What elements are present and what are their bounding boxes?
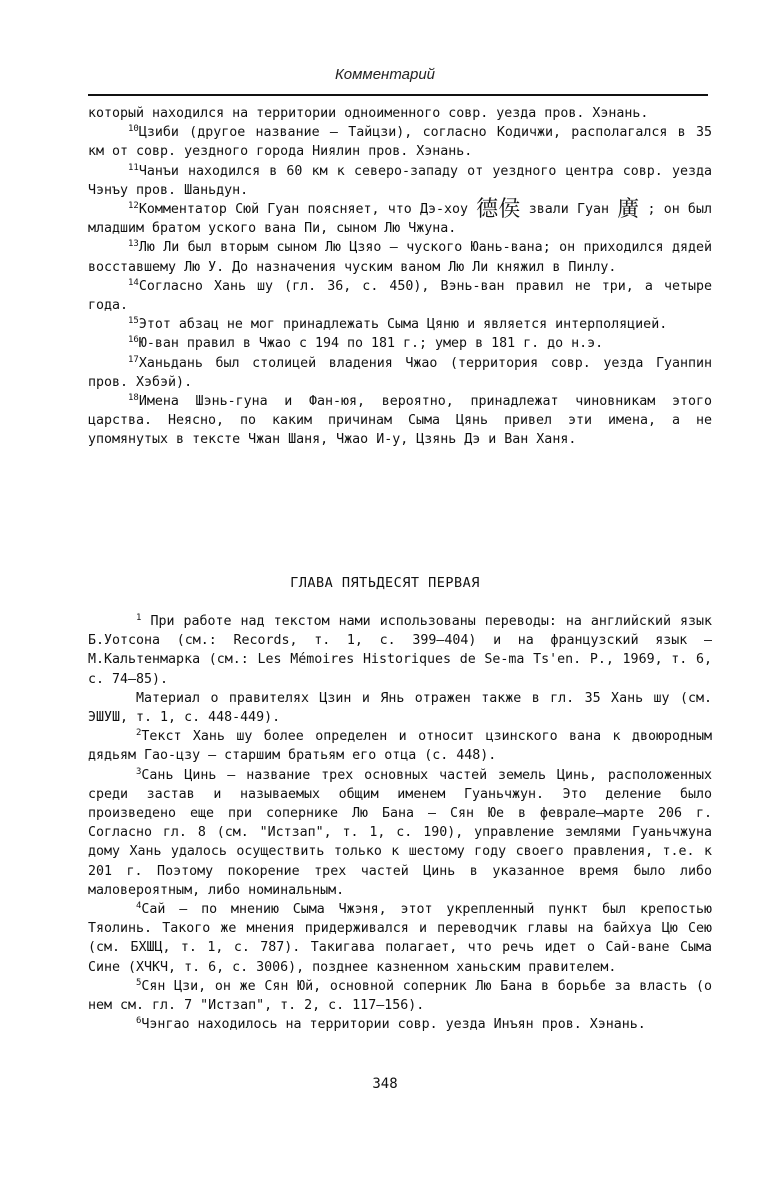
footnote-1 bbox=[88, 612, 712, 689]
footnote-18 bbox=[88, 392, 712, 450]
footnote-6 bbox=[88, 1015, 712, 1034]
footnote-text: Комментатор Сюй Гуан поясняет, что Дэ-хоу bbox=[138, 202, 468, 218]
footnote-number: 3 bbox=[136, 766, 142, 777]
footnote-text: Цзиби (другое название — Тайцзи), согласно Кодичжи, располагался в 35 км от совр. уездного города Ниялин пров. Хэнань. bbox=[88, 125, 712, 160]
footnote-text: звали Гуан bbox=[528, 202, 609, 218]
footnote-text: Лю Ли был вторым сыном Лю Цзяо — чуского Юань-вана; он приходился дядей восставшему Лю У. До назначения чуским ваном Лю Ли княжил в Пинлу. bbox=[88, 240, 712, 275]
running-head: Комментарий bbox=[334, 66, 436, 83]
header-rule bbox=[88, 94, 708, 96]
footnote-text: Сань Цинь — название трех основных частей земель Цинь, расположенных среди застав и называемых общим именем Гуаньчжун. Это деление было произведено еще при сопернике Лю Бана — Сян Юе в феврале—марте 206 г. Согласно гл. 8 (см. "Истзап", т. 1, с. 190), управление землями Гуаньчжуна дому Хань удалось осуществить только к шестому году своего правления, т.е. к 201 г. Поэтому покорение трех частей Цинь в указанное время было либо маловероятным, либо номинальным. bbox=[88, 767, 712, 898]
footnote-number: 11 bbox=[128, 162, 139, 173]
notes-top bbox=[88, 104, 712, 450]
footnote-text: Материал о правителях Цзин и Янь отражен также в гл. 35 Хань шу (см. ЭШУШ, т. 1, с. 448-449). bbox=[88, 690, 712, 726]
footnote-number: 4 bbox=[136, 901, 142, 912]
footnote-number: 12 bbox=[128, 201, 139, 212]
footnote-text: Имена Шэнь-гуна и Фан-юя, вероятно, принадлежат чиновникам этого царства. Неясно, по каким причинам Сыма Цянь привел эти имена, а не упомянутых в тексте Чжан Шаня, Чжао И-у, Цзянь Дэ и Ван Ханя. bbox=[88, 394, 712, 448]
footnote-17 bbox=[88, 354, 712, 392]
footnote-number: 14 bbox=[128, 277, 139, 288]
chinese-character: 廣 bbox=[617, 197, 640, 223]
footnote-14 bbox=[88, 277, 712, 315]
footnote-number: 16 bbox=[128, 335, 139, 346]
footnote-3 bbox=[88, 766, 712, 900]
footnote-number: 6 bbox=[136, 1016, 142, 1027]
footnote-text: Сай — по мнению Сыма Чжэня, этот укрепленный пункт был крепостью Тяолинь. Такого же мнения придерживался и переводчик главы на байхуа Цю Сею (см. БХШЦ, т. 1, с. 787). Такигава полагает, что речь идет о Сай-ване Сыма Сине (ХЧКЧ, т. 6, с. 3006), позднее казненном ханьским правителем. bbox=[88, 902, 712, 975]
footnote-text: который находился на территории одноименного совр. уезда пров. Хэнань. bbox=[88, 106, 649, 121]
footnote-number: 5 bbox=[136, 977, 142, 988]
footnote-13 bbox=[88, 238, 712, 276]
footnote-text: ; он был младшим братом уского вана Пи, сыном Лю Чжуна. bbox=[88, 202, 712, 237]
footnote-15 bbox=[88, 315, 712, 334]
footnote-number: 13 bbox=[128, 239, 139, 250]
footnote-10 bbox=[88, 123, 712, 161]
footnote-11 bbox=[88, 162, 712, 200]
notes-bottom bbox=[88, 612, 712, 1034]
chapter-title: ГЛАВА ПЯТЬДЕСЯТ ПЕРВАЯ bbox=[290, 575, 480, 591]
footnote-number: 2 bbox=[136, 728, 142, 739]
footnote-text: Текст Хань шу более определен и относит цзинского вана к двоюродным дядьям Гао-цзу — старшим братьям его отца (с. 448). bbox=[88, 729, 712, 764]
footnote-text: Чэнгао находилось на территории совр. уезда Инъян пров. Хэнань. bbox=[141, 1017, 646, 1033]
footnote-cont bbox=[88, 104, 712, 123]
footnote-16 bbox=[88, 334, 712, 353]
footnote-text: Этот абзац не мог принадлежать Сыма Цяню и является интерполяцией. bbox=[138, 317, 668, 333]
chinese-characters: 德侯 bbox=[476, 197, 521, 223]
page-number: 348 bbox=[372, 1076, 398, 1092]
footnote-1-cont bbox=[88, 689, 712, 727]
footnote-text: Сян Цзи, он же Сян Юй, основной соперник Лю Бана в борьбе за власть (о нем см. гл. 7 "Истзап", т. 2, с. 117–156). bbox=[88, 978, 712, 1014]
footnote-12 bbox=[88, 197, 712, 238]
footnote-2 bbox=[88, 727, 712, 765]
footnote-text: Согласно Хань шу (гл. 36, с. 450), Вэнь-ван правил не три, а четыре года. bbox=[88, 278, 712, 314]
footnote-text: Чанъи находился в 60 км к северо-западу от уездного центра совр. уезда Чэнъу пров. Шаньдун. bbox=[88, 163, 712, 198]
footnote-number: 10 bbox=[128, 124, 139, 135]
footnote-text: При работе над текстом нами использованы переводы: на английский язык Б.Уотсона (см.: Records, т. 1, с. 399–404) и на французский язык — М.Кальтенмарка (см.: Les Mémoires Historiques de Se-ma Ts'en. P., 1969, т. 6, с. 74–85). bbox=[88, 614, 712, 687]
footnote-number: 15 bbox=[128, 316, 139, 327]
footnote-number: 17 bbox=[128, 354, 139, 365]
footnote-text: Ю-ван правил в Чжао с 194 по 181 г.; умер в 181 г. до н.э. bbox=[138, 336, 604, 352]
footnote-number: 18 bbox=[128, 393, 139, 404]
footnote-text: Ханьдань был столицей владения Чжао (территория совр. уезда Гуанпин пров. Хэбэй). bbox=[88, 355, 712, 390]
footnote-4 bbox=[88, 900, 712, 977]
footnote-number: 1 bbox=[136, 613, 142, 623]
footnote-5 bbox=[88, 977, 712, 1015]
